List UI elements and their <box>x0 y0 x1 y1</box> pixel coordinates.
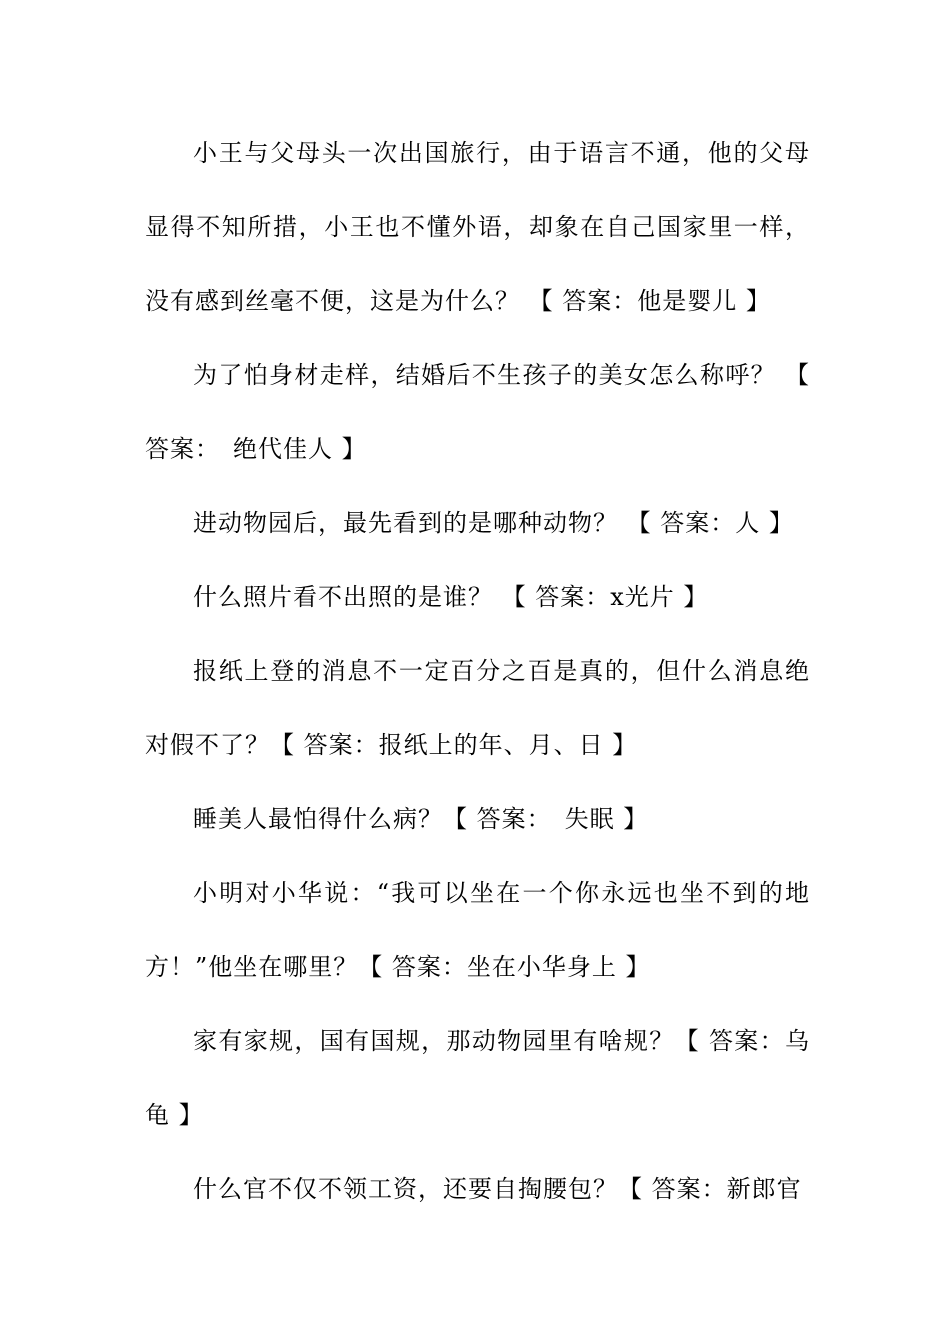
riddle-paragraph-6: 睡美人最怕得什么病？【 答案： 失眠 】 <box>193 805 649 833</box>
riddle-paragraph-5: 报纸上登的消息不一定百分之百是真的，但什么消息绝对假不了？【 答案：报纸上的年、月、日 】 <box>145 657 810 759</box>
riddle-paragraph-2: 为了怕身材走样，结婚后不生孩子的美女怎么称呼？ 【 答案： 绝代佳人 】 <box>145 361 810 463</box>
riddle-paragraph-4: 什么照片看不出照的是谁？ 【 答案：x光片 】 <box>193 583 709 611</box>
riddle-paragraph-8: 家有家规，国有国规，那动物园里有啥规？【 答案：乌龟 】 <box>145 1027 810 1129</box>
riddle-paragraph-1: 小王与父母头一次出国旅行，由于语言不通，他的父母显得不知所措，小王也不懂外语，却象在自己国家里一样，没有感到丝毫不便，这是为什么？ 【 答案：他是婴儿 】 <box>145 139 810 315</box>
riddle-paragraph-7: 小明对小华说：“我可以坐在一个你永远也坐不到的地方！”他坐在哪里？【 答案：坐在小华身上 】 <box>145 879 810 981</box>
riddle-paragraph-3: 进动物园后，最先看到的是哪种动物？ 【 答案：人 】 <box>193 509 794 537</box>
riddle-paragraph-9: 什么官不仅不领工资，还要自掏腰包？【 答案：新郎官 <box>193 1175 802 1203</box>
